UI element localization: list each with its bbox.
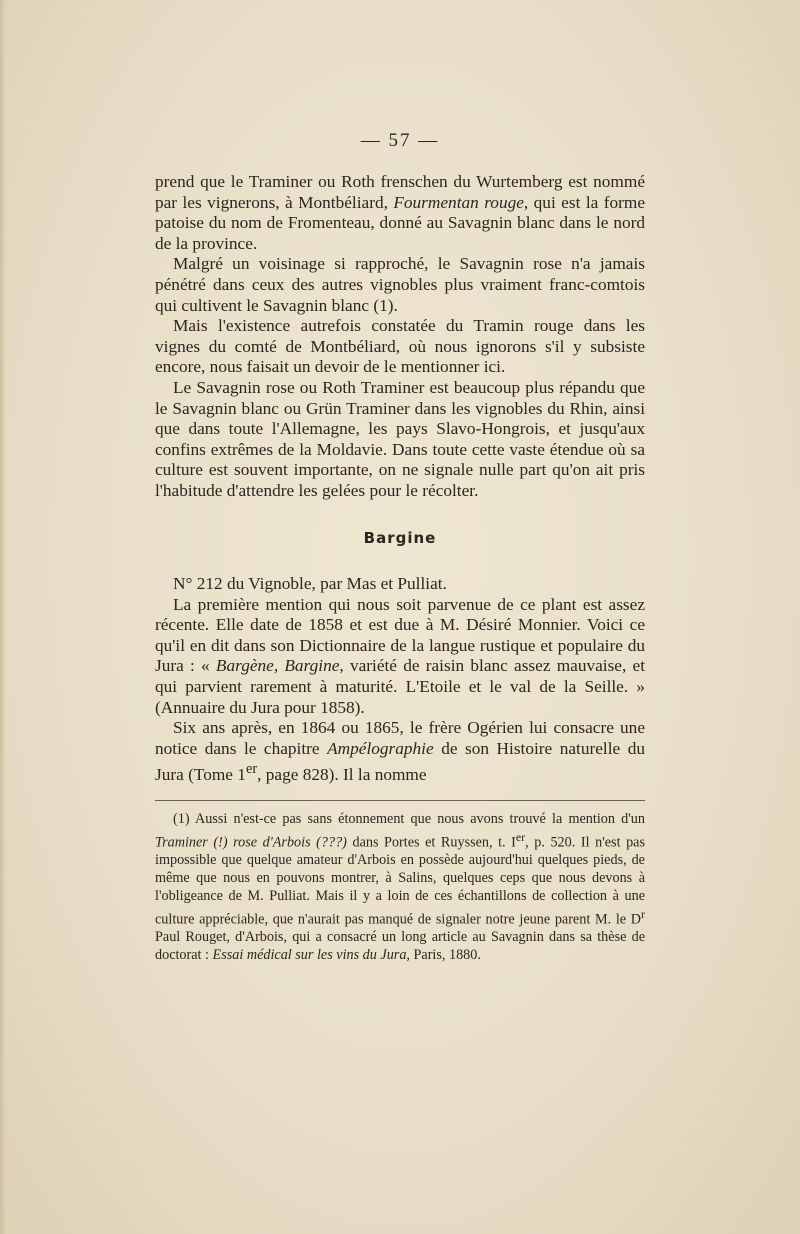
paragraph-2: Malgré un voisinage si rapproché, le Savagnin rose n'a jamais pénétré dans ceux des autres vignobles plus vraiment franc-comtois qui cultivent le Savagnin blanc (1). (155, 254, 645, 315)
footnote-1: (1) Aussi n'est-ce pas sans étonnement que nous avons trouvé la mention d'un Traminer (!) rose d'Arbois (???) dans Portes et Ruyssen, t. Ier, p. 520. Il n'est pas impossible que quelque amateur d'Arbois en possède aujourd'hui quelques pieds, de même que nous en pouvons montrer, à Salins, quelques ceps que nous devons à l'obligeance de M. Pulliat. Mais il y a loin de ces échantillons de collection à une culture appréciable, que n'aurait pas manqué de signaler notre jeune parent M. le $D^r$ Paul Rouget, d'Arbois, qui a consacré un long article au Savagnin dans sa thèse de doctorat : Essai médical sur les vins du Jura, Paris, 1880. (155, 810, 645, 963)
paragraph-3: Mais l'existence autrefois constatée du Tramin rouge dans les vignes du comté de Montbéliard, où nous ignorons s'il y subsiste encore, nous faisait un devoir de le mentionner ici. (155, 316, 645, 377)
footnotes (155, 811, 645, 965)
paragraph-4: Le Savagnin rose ou Roth Traminer est beaucoup plus répandu que le Savagnin blanc ou Grün Traminer dans les vignobles du Rhin, ainsi que dans toute l'Allemagne, les pays Slavo-Hongrois, et jusqu'aux confins extrêmes de la Moldavie. Dans toute cette vaste étendue où sa culture est souvent importante, on ne signale nulle part qu'on ait pris l'habitude d'attendre les gelées pour le récolter. (155, 377, 645, 500)
paragraph-6: La première mention qui nous soit parvenue de ce plant est assez récente. Elle date de 1858 et est due à M. Désiré Monnier. Voici ce qu'il en dit dans son Dictionnaire de la langue rustique et populaire du Jura : « Bargène, Bargine, variété de raisin blanc assez mauvaise, et qui parvient rarement à maturité. L'Etoile et le val de la Seille. » (Annuaire du Jura pour 1858). (155, 594, 645, 717)
paragraph-7: Six ans après, en 1864 ou 1865, le frère Ogérien lui consacre une notice dans le chapitre Ampélographie de son Histoire naturelle du Jura (Tome 1er, page 828). Il la nomme (155, 718, 645, 785)
main-text (155, 172, 645, 965)
section-heading: Bargine (363, 528, 437, 547)
page-number: — 57 — (360, 130, 440, 151)
paragraph-5: N° 212 du Vignoble, par Mas et Pulliat. (173, 574, 447, 594)
footnote-rule (155, 800, 645, 801)
page-edge-shadow (0, 0, 6, 1234)
paragraph-1: prend que le Traminer ou Roth frenschen du Wurtemberg est nommé par les vignerons, à Montbéliard, Fourmentan rouge, qui est la forme patoise du nom de Fromenteau, donné au Savagnin blanc dans le nord de la province. (155, 172, 645, 253)
